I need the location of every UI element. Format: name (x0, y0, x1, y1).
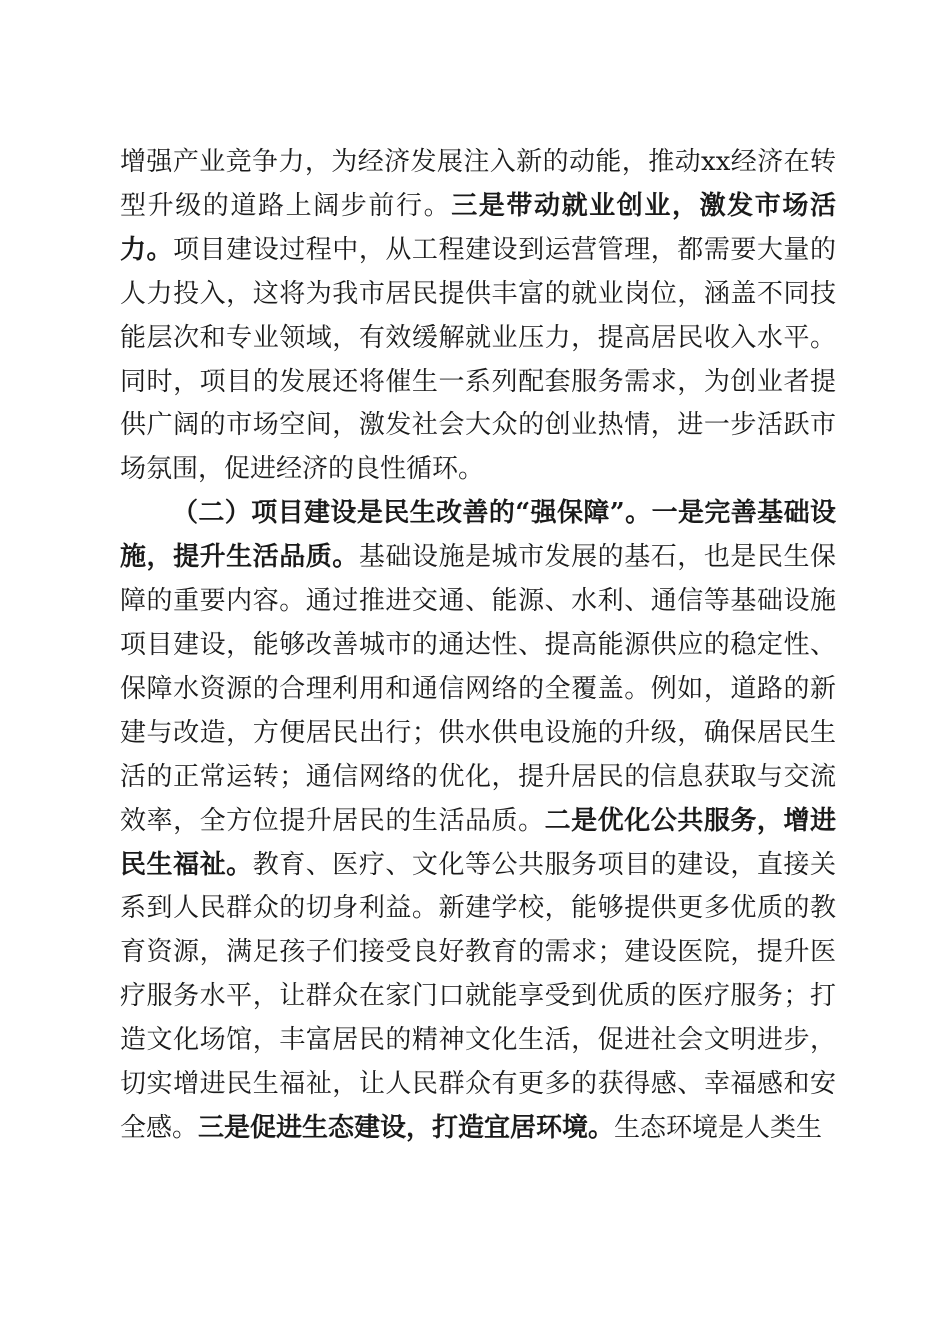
bold-heading-run: 三是促进生态建设，打造宜居环境。 (198, 1112, 615, 1143)
bold-heading-run: 二是优化公共服务，增进民生福祉。 (120, 805, 836, 880)
text-run: 生态环境是人类生 (614, 1112, 823, 1143)
paragraph-2 (120, 492, 836, 1151)
text-run: 基础设施是城市发展的基石，也是民生保障的重要内容。通过推进交通、能源、水利、通信等基础设施项目建设，能够改善城市的通达性、提高能源供应的稳定性、保障水资源的合理利用和通信网络的全覆盖。例如，道路的新建与改造，方便居民出行；供水供电设施的升级，确保居民生活的正常运转；通信网络的优化，提升居民的信息获取与交流效率，全方位提升居民的生活品质。 (120, 542, 836, 836)
text-run: 教育、医疗、文化等公共服务项目的建设，直接关系到人民群众的切身利益。新建学校，能够提供更多优质的教育资源，满足孩子们接受良好教育的需求；建设医院，提升医疗服务水平，让群众在家门口就能享受到优质的医疗服务；打造文化场馆，丰富居民的精神文化生活，促进社会文明进步，切实增进民生福祉，让人民群众有更多的获得感、幸福感和安全感。 (120, 849, 836, 1143)
text-run: 增强产业竞争力，为经济发展注入新的动能，推动xx经济在转型升级的道路上阔步前行。 (120, 147, 836, 221)
body-text (120, 141, 836, 1151)
text-run: 项目建设过程中，从工程建设到运营管理，都需要大量的人力投入，这将为我市居民提供丰富的就业岗位，涵盖不同技能层次和专业领域，有效缓解就业压力，提高居民收入水平。同时，项目的发展还将催生一系列配套服务需求，为创业者提供广阔的市场空间，激发社会大众的创业热情，进一步活跃市场氛围，促进经济的良性循环。 (120, 234, 836, 485)
bold-heading-run: 三是带动就业创业，激发市场活力。 (120, 190, 836, 265)
paragraph-1 (120, 141, 836, 492)
section-heading-run: （二）项目建设是民生改善的“强保障”。一是完善基础设施，提升生活品质。 (120, 498, 836, 573)
